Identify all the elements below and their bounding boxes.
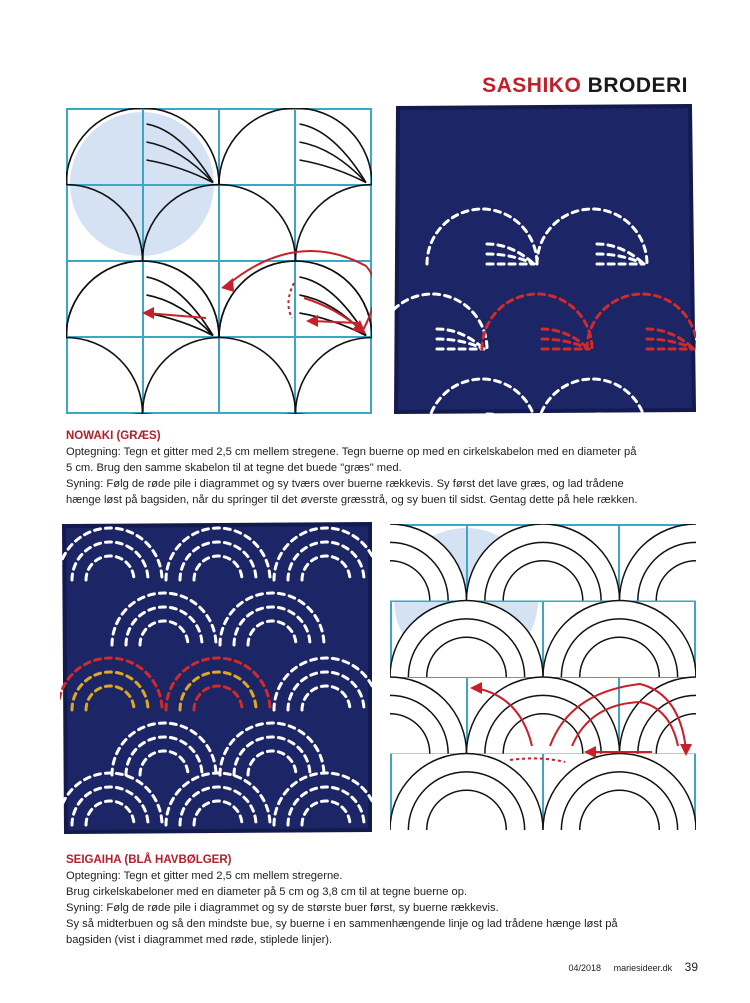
footer-issue: 04/2018 [568,963,602,973]
nowaki-line: 5 cm. Brug den samme skabelon til at tegne det buede "græs" med. [66,462,402,474]
seigaiha-line: Brug cirkelskabeloner med en diameter på 5 cm og 3,8 cm til at tegne buerne op. [66,886,468,898]
nowaki-diagram [66,108,372,414]
seigaiha-diagram [390,524,696,830]
seigaiha-title: SEIGAIHA (BLÅ HAVBØLGER) [66,854,232,866]
header-title-black: BRODERI [587,74,688,97]
nowaki-line: Optegning: Tegn et gitter med 2,5 cm mellem stregene. Tegn buerne op med en cirkelskabelon med en diameter på [66,446,637,458]
nowaki-fabric-photo [392,104,696,414]
seigaiha-line: Optegning: Tegn et gitter med 2,5 cm mellem stregerne. [66,870,343,882]
nowaki-title: NOWAKI (GRÆS) [66,430,161,442]
seigaiha-section [66,852,696,948]
seigaiha-line: bagsiden (vist i diagrammet med røde, stiplede linjer). [66,934,333,946]
seigaiha-fabric-photo [60,520,374,834]
page-number: 39 [684,960,698,974]
header-title-red: SASHIKO [482,74,582,97]
seigaiha-line: Sy så midterbuen og så den mindste bue, sy buerne i en sammenhængende linje og lad trådene hænge løst på [66,918,618,930]
nowaki-line: Syning: Følg de røde pile i diagrammet og sy tværs over buerne rækkevis. Sy først det lave græs, og lad trådene [66,478,624,490]
nowaki-section [66,428,696,508]
page-footer [569,960,698,974]
nowaki-line: hænge løst på bagsiden, når du springer til det øverste græsstrå, og sy buen til sidst. Gentag dette på hele rækken. [66,494,638,506]
footer-site: mariesideer.dk [613,963,673,973]
seigaiha-line: Syning: Følg de røde pile i diagrammet og sy de største buer først, sy buerne rækkevis. [66,902,499,914]
page-header [482,74,688,98]
